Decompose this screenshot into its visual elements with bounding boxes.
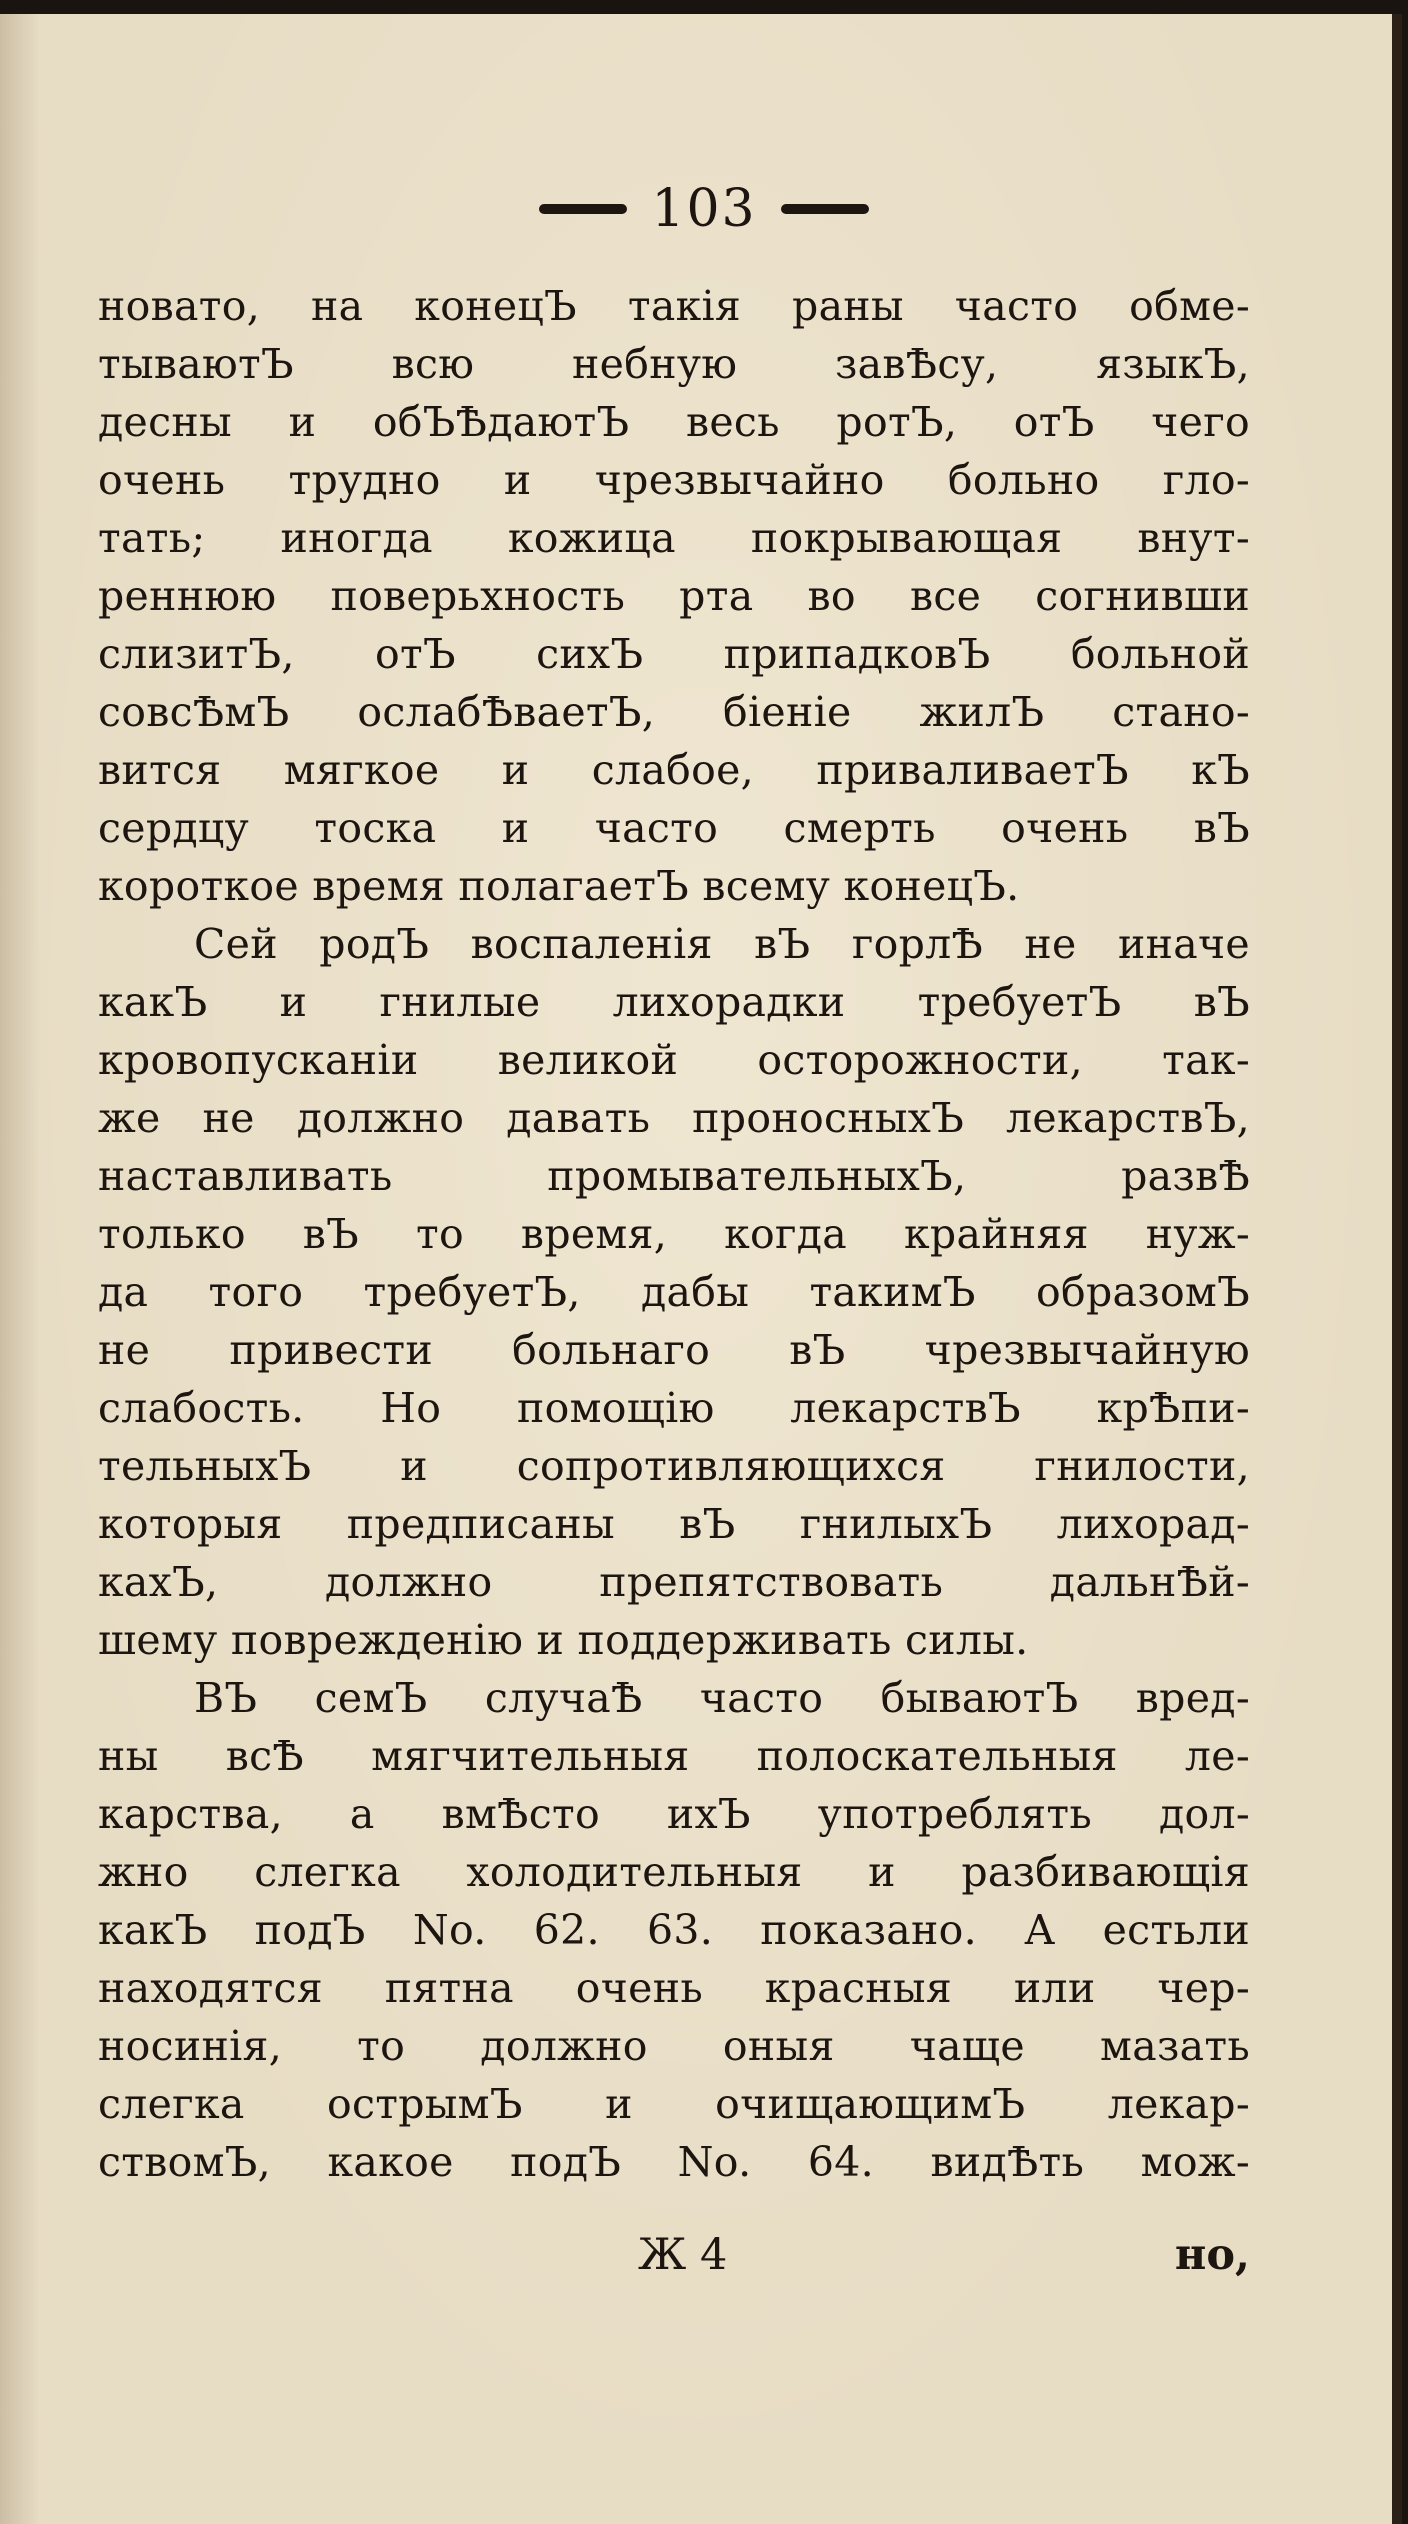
text-line: жно слегка холодительныя и разбивающія [98, 1848, 1250, 1896]
text-line: кровопусканіи великой осторожности, так- [98, 1036, 1250, 1084]
text-line: какЪ подЪ No. 62. 63. показано. А естьли [98, 1906, 1250, 1954]
page-edge [1392, 14, 1402, 2524]
text-line: ВЪ семЪ случаѢ часто бываютЪ вред- [194, 1674, 1250, 1722]
header-rule-right [781, 204, 869, 214]
text-line: карства, а вмѢсто ихЪ употреблять дол- [98, 1790, 1250, 1838]
book-page [0, 14, 1402, 2524]
text-line: сердцу тоска и часто смерть очень вЪ [98, 804, 1250, 852]
body-text [98, 277, 1250, 2191]
text-line: вится мягкое и слабое, приваливаетЪ кЪ [98, 746, 1250, 794]
text-line: тать; иногда кожица покрывающая внут- [98, 514, 1250, 562]
text-line: слабость. Но помощію лекарствЪ крѢпи- [98, 1384, 1250, 1432]
text-line: кахЪ, должно препятствовать дальнѢй- [98, 1558, 1250, 1606]
page-footer [98, 2226, 1250, 2284]
text-line: новато, на конецЪ такія раны часто обме- [98, 282, 1250, 330]
text-line: не привести больнаго вЪ чрезвычайную [98, 1326, 1250, 1374]
text-line: ствомЪ, какое подЪ No. 64. видѢть мож- [98, 2138, 1250, 2186]
text-line: тельныхЪ и сопротивляющихся гнилости, [98, 1442, 1250, 1490]
text-line: очень трудно и чрезвычайно больно гло- [98, 456, 1250, 504]
signature-mark: Ж 4 [638, 2230, 728, 2280]
page-number: 103 [651, 179, 757, 239]
text-line: какЪ и гнилые лихорадки требуетЪ вЪ [98, 978, 1250, 1026]
text-line: наставливать промывательныхЪ, развѢ [98, 1152, 1250, 1200]
text-line: шему поврежденію и поддерживать силы. [98, 1616, 1029, 1664]
text-line: же не должно давать проносныхЪ лекарствЪ, [98, 1094, 1250, 1142]
text-line: носинія, то должно оныя чаще мазать [98, 2022, 1250, 2070]
text-line: короткое время полагаетЪ всему конецЪ. [98, 862, 1020, 910]
text-line: ны всѢ мягчительныя полоскательныя ле- [98, 1732, 1250, 1780]
catchword: но, [1174, 2230, 1250, 2280]
text-line: которыя предписаны вЪ гнилыхЪ лихорад- [98, 1500, 1250, 1548]
header-rule-left [539, 204, 627, 214]
page-header [0, 179, 1402, 239]
text-line: да того требуетЪ, дабы такимЪ образомЪ [98, 1268, 1250, 1316]
text-line: реннюю поверьхность рта во все согнивши [98, 572, 1250, 620]
text-line: совсѢмЪ ослабѢваетЪ, біеніе жилЪ стано- [98, 688, 1250, 736]
text-line: слегка острымЪ и очищающимЪ лекар- [98, 2080, 1250, 2128]
text-line: находятся пятна очень красныя или чер- [98, 1964, 1250, 2012]
text-line: только вЪ то время, когда крайняя нуж- [98, 1210, 1250, 1258]
text-line: Сей родЪ воспаленія вЪ горлѢ не иначе [194, 920, 1250, 968]
text-line: десны и обЪѢдаютЪ весь ротЪ, отЪ чего [98, 398, 1250, 446]
text-line: слизитЪ, отЪ сихЪ припадковЪ больной [98, 630, 1250, 678]
text-line: тываютЪ всю небную завѢсу, языкЪ, [98, 340, 1250, 388]
